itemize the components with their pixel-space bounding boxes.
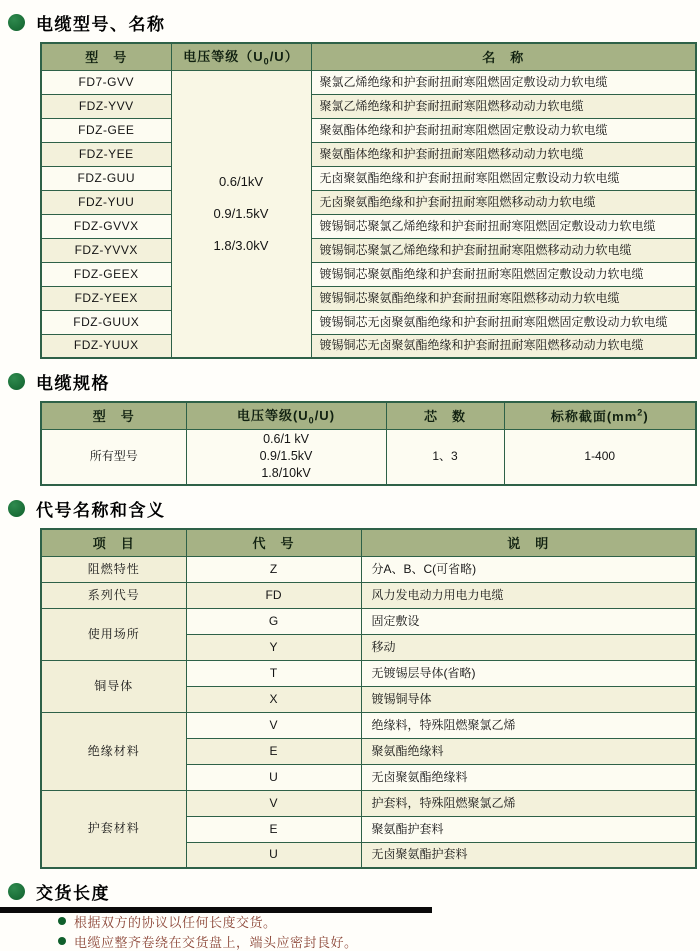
voltage-line: 0.9/1.5kV (213, 206, 269, 222)
section-title-models (8, 10, 700, 35)
name-cell: 聚氨酯体绝缘和护套耐扭耐寒阻燃移动动力软电缆 (311, 142, 696, 166)
name-cell: 镀锡铜芯聚氨酯绝缘和护套耐扭耐寒阻燃移动动力软电缆 (311, 286, 696, 310)
voltage-group-cell (171, 70, 311, 358)
cross-section-cell: 1-400 (504, 429, 696, 485)
voltage-line: 1.8/3.0kV (213, 238, 269, 254)
model-cell: FDZ-GUUX (41, 310, 171, 334)
table-row (41, 166, 696, 190)
cable-specs-table (40, 401, 697, 486)
model-cell: FD7-GVV (41, 70, 171, 94)
col-header-name: 名 称 (311, 43, 696, 70)
table-row (41, 660, 696, 686)
model-cell: FDZ-YUUX (41, 334, 171, 358)
code-cell: Z (186, 556, 361, 582)
name-cell: 镀锡铜芯聚氨酯绝缘和护套耐扭耐寒阻燃固定敷设动力软电缆 (311, 262, 696, 286)
col-header-model: 型 号 (41, 43, 171, 70)
header-row (41, 402, 696, 429)
model-cell: FDZ-GEE (41, 118, 171, 142)
voltage-line: 1.8/10kV (261, 466, 311, 481)
cores-cell: 1、3 (386, 429, 504, 485)
desc-cell: 护套料，特殊阻燃聚氯乙烯 (361, 790, 696, 816)
cable-models-table (40, 42, 697, 359)
desc-cell: 风力发电动力用电力电缆 (361, 582, 696, 608)
section-title-delivery (8, 879, 700, 904)
code-cell: X (186, 686, 361, 712)
section-title-text: 电缆型号、名称 (36, 15, 166, 34)
desc-cell: 无卤聚氨酯护套料 (361, 842, 696, 868)
name-cell: 聚氯乙烯绝缘和护套耐扭耐寒阻燃固定敷设动力软电缆 (311, 70, 696, 94)
desc-cell: 分A、B、C(可省略) (361, 556, 696, 582)
col-header-voltage: 电压等级$(U_0/U)$ (186, 402, 386, 429)
item-cell: 铜导体 (41, 660, 186, 712)
name-cell: 镀锡铜芯聚氯乙烯绝缘和护套耐扭耐寒阻燃移动动力软电缆 (311, 238, 696, 262)
model-cell: FDZ-YUU (41, 190, 171, 214)
note-line (58, 931, 700, 951)
item-cell: 使用场所 (41, 608, 186, 660)
table-row (41, 608, 696, 634)
table-row (41, 429, 696, 485)
item-cell: 护套材料 (41, 790, 186, 868)
col-header-cores: 芯 数 (386, 402, 504, 429)
model-cell: FDZ-GVVX (41, 214, 171, 238)
model-cell: FDZ-GUU (41, 166, 171, 190)
section-bullet-icon (8, 373, 25, 390)
code-cell: V (186, 712, 361, 738)
code-cell: T (186, 660, 361, 686)
table-row (41, 310, 696, 334)
table-row (41, 70, 696, 94)
voltage-cell (186, 429, 386, 485)
note-text: 根据双方的协议以任何长度交货。 (74, 914, 277, 930)
col-header-desc: 说 明 (361, 529, 696, 556)
table-row (41, 286, 696, 310)
desc-cell: 聚氨酯绝缘料 (361, 738, 696, 764)
header-row (41, 529, 696, 556)
code-cell: V (186, 790, 361, 816)
voltage-line: 0.6/1 kV (263, 432, 309, 447)
name-cell: 镀锡铜芯聚氯乙烯绝缘和护套耐扭耐寒阻燃固定敷设动力软电缆 (311, 214, 696, 238)
table-row (41, 190, 696, 214)
code-cell: Y (186, 634, 361, 660)
col-header-code: 代 号 (186, 529, 361, 556)
delivery-notes (58, 911, 700, 951)
section-title-codes (8, 496, 700, 521)
header-row (41, 43, 696, 70)
desc-cell: 无卤聚氨酯绝缘料 (361, 764, 696, 790)
item-cell: 绝缘材料 (41, 712, 186, 790)
model-cell: FDZ-GEEX (41, 262, 171, 286)
table-row (41, 214, 696, 238)
section-bullet-icon (8, 14, 25, 31)
desc-cell: 绝缘料，特殊阻燃聚氯乙烯 (361, 712, 696, 738)
note-text: 电缆应整齐卷绕在交货盘上，端头应密封良好。 (74, 934, 358, 950)
section-title-text: 代号名称和含义 (36, 501, 166, 520)
name-cell: 无卤聚氨酯绝缘和护套耐扭耐寒阻燃移动动力软电缆 (311, 190, 696, 214)
item-cell: 阻燃特性 (41, 556, 186, 582)
table-row (41, 334, 696, 358)
section-bullet-icon (8, 500, 25, 517)
desc-cell: 聚氨酯护套料 (361, 816, 696, 842)
section-title-specs (8, 369, 700, 394)
section-title-text: 交货长度 (36, 884, 110, 903)
code-meanings-table (40, 528, 697, 869)
section-bullet-icon (8, 883, 25, 900)
model-cell: FDZ-YEEX (41, 286, 171, 310)
code-cell: G (186, 608, 361, 634)
desc-cell: 移动 (361, 634, 696, 660)
table-row (41, 556, 696, 582)
item-cell: 系列代号 (41, 582, 186, 608)
name-cell: 聚氨酯体绝缘和护套耐扭耐寒阻燃固定敷设动力软电缆 (311, 118, 696, 142)
name-cell: 镀锡铜芯无卤聚氨酯绝缘和护套耐扭耐寒阻燃固定敷设动力软电缆 (311, 310, 696, 334)
code-cell: U (186, 842, 361, 868)
table-row (41, 94, 696, 118)
name-cell: 镀锡铜芯无卤聚氨酯绝缘和护套耐扭耐寒阻燃移动动力软电缆 (311, 334, 696, 358)
col-header-cross-section: 标称截面$(mm^2)$ (504, 402, 696, 429)
table-row (41, 238, 696, 262)
voltage-line: 0.6/1kV (218, 174, 264, 190)
voltage-line: 0.9/1.5kV (259, 449, 313, 464)
note-bullet-icon (58, 937, 66, 945)
model-cell: FDZ-YEE (41, 142, 171, 166)
page-bottom-edge (0, 907, 432, 913)
desc-cell: 镀锡铜导体 (361, 686, 696, 712)
code-cell: E (186, 738, 361, 764)
code-cell: FD (186, 582, 361, 608)
table-row (41, 790, 696, 816)
table-row (41, 262, 696, 286)
note-line (58, 911, 700, 931)
model-cell: FDZ-YVVX (41, 238, 171, 262)
note-bullet-icon (58, 917, 66, 925)
code-cell: U (186, 764, 361, 790)
desc-cell: 固定敷设 (361, 608, 696, 634)
model-cell: FDZ-YVV (41, 94, 171, 118)
col-header-item: 项 目 (41, 529, 186, 556)
section-title-text: 电缆规格 (36, 374, 110, 393)
col-header-model: 型 号 (41, 402, 186, 429)
table-row (41, 118, 696, 142)
table-row (41, 142, 696, 166)
table-row (41, 582, 696, 608)
desc-cell: 无镀锡层导体(省略) (361, 660, 696, 686)
table-row (41, 712, 696, 738)
code-cell: E (186, 816, 361, 842)
name-cell: 聚氯乙烯绝缘和护套耐扭耐寒阻燃移动动力软电缆 (311, 94, 696, 118)
name-cell: 无卤聚氨酯绝缘和护套耐扭耐寒阻燃固定敷设动力软电缆 (311, 166, 696, 190)
col-header-voltage: 电压等级$(U_0/U)$ (171, 43, 311, 70)
model-cell: 所有型号 (41, 429, 186, 485)
